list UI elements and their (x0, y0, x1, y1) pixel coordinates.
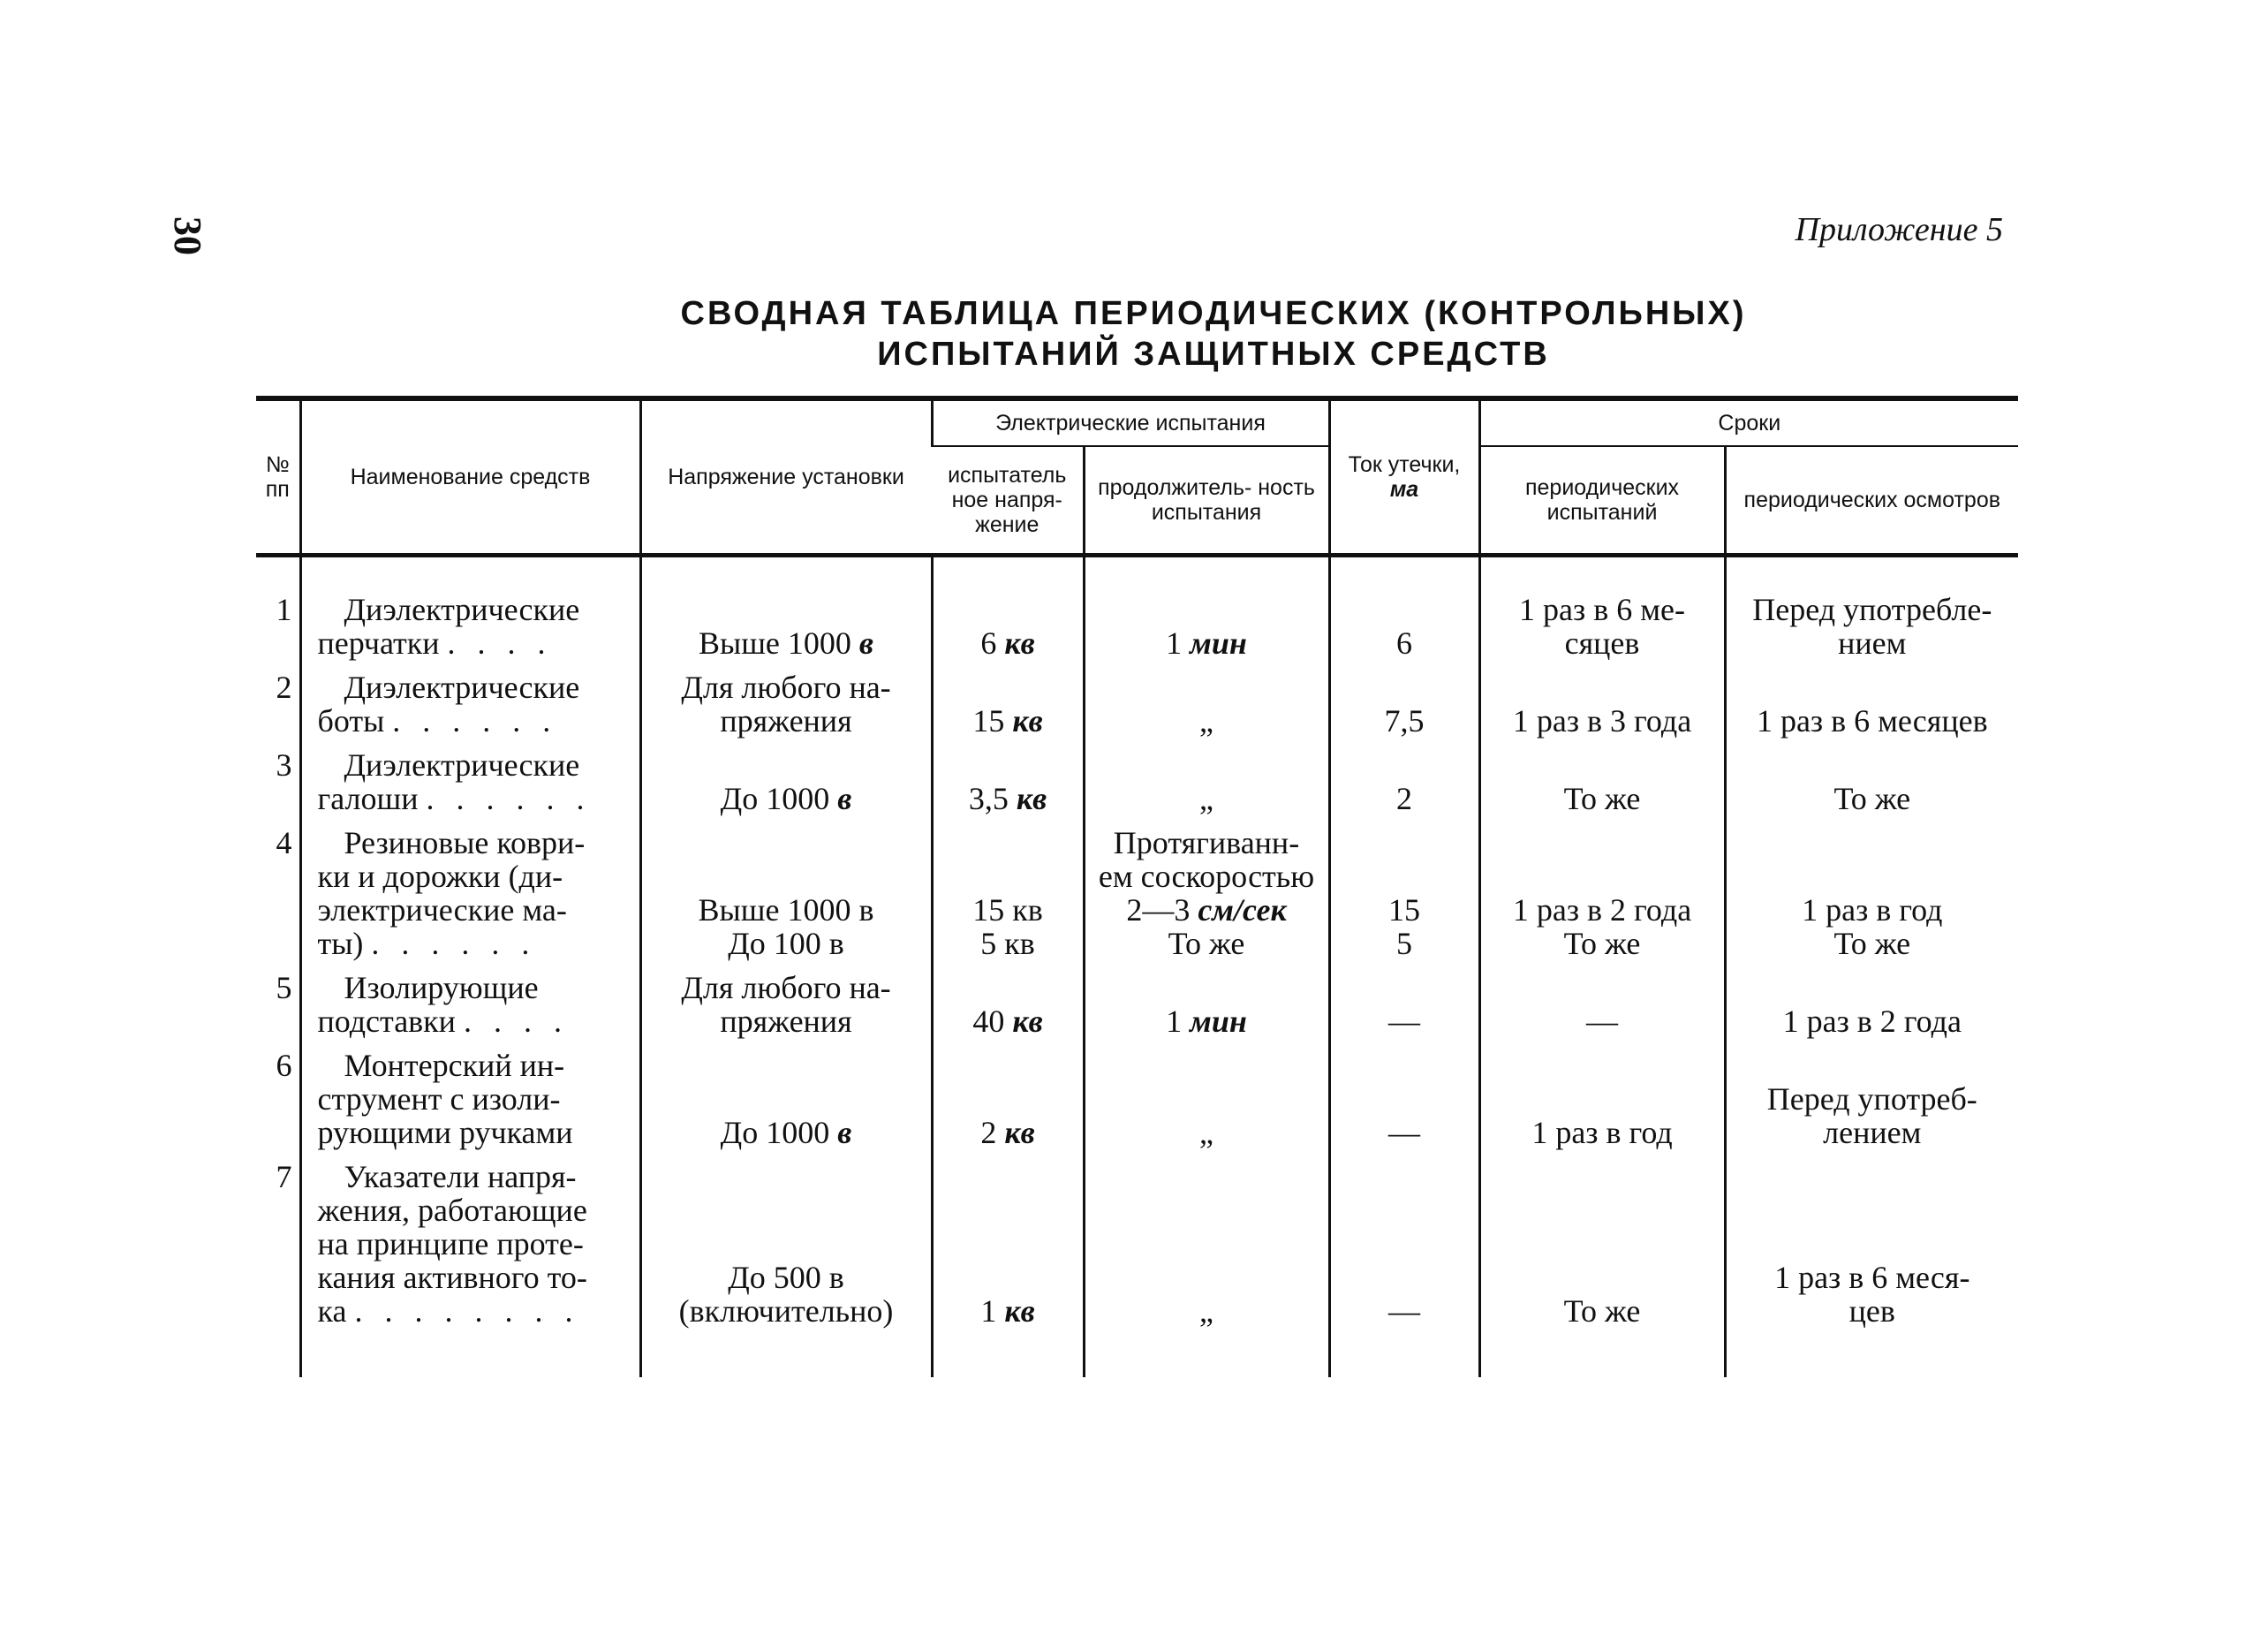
item-name-line: жения, работающие (317, 1193, 587, 1228)
voltage-line: пряжения (720, 1004, 852, 1039)
leakage-cell: — (1329, 966, 1479, 1043)
item-name (300, 556, 640, 666)
table-row (256, 665, 2018, 743)
voltage-line: До 500 в (728, 1260, 844, 1295)
tests-line: То же (1563, 781, 1641, 816)
duration-cell: „ (1084, 1155, 1329, 1377)
row-number: 6 (276, 1048, 292, 1083)
voltage-cell (640, 1043, 932, 1155)
leader-dots: . . . . (463, 1004, 569, 1039)
inspections-cell (1725, 1155, 2018, 1377)
test-voltage-cell: 40 кв (932, 966, 1084, 1043)
duration-cell: „ (1084, 665, 1329, 743)
leakage-cell: — (1329, 1043, 1479, 1155)
item-name-line: электрические ма- (317, 892, 567, 928)
leakage-cell: 7,5 (1329, 665, 1479, 743)
page-title (0, 293, 2268, 375)
voltage-cell (640, 665, 932, 743)
unit: см/сек (1198, 892, 1287, 928)
voltage-line: Выше 1000 в (699, 625, 873, 661)
item-name-line: на принципе проте- (317, 1226, 584, 1261)
item-name-first: Монтерский ин- (344, 1048, 565, 1083)
tests-cell (1479, 743, 1725, 821)
duration-cell: „ (1084, 1043, 1329, 1155)
voltage-line: (включительно) (678, 1293, 894, 1329)
row-number: 4 (276, 825, 292, 860)
test-voltage-cell: 6 кв (932, 556, 1084, 666)
unit: кв (1016, 781, 1047, 816)
tests-cell (1479, 665, 1725, 743)
inspections-cell (1725, 1043, 2018, 1155)
item-name-first: Резиновые коври- (344, 825, 586, 860)
item-name-first: Диэлектрические (344, 747, 580, 783)
unit: кв (1004, 1293, 1035, 1329)
table-body (256, 556, 2018, 1378)
voltage-line: До 100 в (728, 926, 844, 961)
item-name (300, 1155, 640, 1377)
voltage-line: Для любого на- (681, 670, 891, 705)
inspections-line: нием (1838, 625, 1907, 661)
item-name-line: ки и дорожки (ди- (317, 859, 563, 894)
leader-dots: . . . . . . (392, 703, 558, 739)
leakage-cell: 6 (1329, 556, 1479, 666)
item-name-line: боты . . . . . . (317, 703, 558, 739)
leakage-cell: — (1329, 1155, 1479, 1377)
item-name-line: рующими ручками (317, 1115, 573, 1150)
tests-cell (1479, 1043, 1725, 1155)
item-name (300, 821, 640, 966)
unit: кв (1004, 1115, 1035, 1150)
duration-line: 2—3 см/сек (1126, 892, 1287, 928)
voltage-cell (640, 966, 932, 1043)
leakage-line: 5 (1396, 926, 1413, 961)
inspections-line: лением (1823, 1115, 1922, 1150)
header-leakage-label: Ток утечки, (1348, 452, 1461, 477)
tests-cell (1479, 821, 1725, 966)
tests-cell (1479, 556, 1725, 666)
tests-line: 1 раз в год (1531, 1115, 1673, 1150)
voltage-cell (640, 556, 932, 666)
header-duration: продолжитель- ность испытания (1084, 446, 1329, 556)
voltage-line: До 1000 в (720, 781, 852, 816)
table-row (256, 556, 2018, 666)
table-row (256, 966, 2018, 1043)
item-name-line: подставки . . . . (317, 1004, 569, 1039)
voltage-cell (640, 1155, 932, 1377)
header-voltage: Напряжение установки (640, 398, 932, 556)
leakage-cell (1329, 821, 1479, 966)
item-name-line: ка . . . . . . . . (317, 1293, 580, 1329)
item-name-first: Изолирующие (344, 970, 539, 1005)
row-number: 7 (276, 1159, 292, 1194)
inspections-line: цев (1848, 1293, 1895, 1329)
table-row (256, 1155, 2018, 1377)
test-voltage-cell: 2 кв (932, 1043, 1084, 1155)
inspections-cell (1725, 966, 2018, 1043)
item-name-first: Диэлектрические (344, 670, 580, 705)
item-name-line: струмент с изоли- (317, 1081, 561, 1117)
tests-line: 1 раз в 2 года (1512, 892, 1692, 928)
voltage-line: Для любого на- (681, 970, 891, 1005)
page-number: 30 (166, 216, 209, 255)
unit: в (858, 625, 873, 661)
voltage-cell (640, 821, 932, 966)
item-name (300, 743, 640, 821)
item-name-line: галоши . . . . . . (317, 781, 592, 816)
row-number: 5 (276, 970, 292, 1005)
item-name (300, 665, 640, 743)
tests-line: То же (1563, 926, 1641, 961)
leader-dots: . . . . (447, 625, 553, 661)
unit: кв (1012, 703, 1043, 739)
header-test-voltage: испытатель ное напря- жение (932, 446, 1084, 556)
table-row (256, 743, 2018, 821)
header-periodic-inspections: периодических осмотров (1725, 446, 2018, 556)
duration-line: ем соскоростью (1098, 859, 1315, 894)
unit: кв (1004, 625, 1035, 661)
duration-cell: „ (1084, 743, 1329, 821)
tests-line: сяцев (1564, 625, 1640, 661)
title-line-2: ИСПЫТАНИЙ ЗАЩИТНЫХ СРЕДСТВ (877, 336, 1550, 373)
duration-line: То же (1168, 926, 1245, 961)
unit: мин (1190, 1004, 1247, 1039)
inspections-line: 1 раз в 6 меся- (1774, 1260, 1970, 1295)
tests-line: То же (1563, 1293, 1641, 1329)
tests-line: 1 раз в 6 ме- (1519, 592, 1685, 627)
inspections-cell (1725, 821, 2018, 966)
test-voltage-cell (932, 821, 1084, 966)
leakage-cell: 2 (1329, 743, 1479, 821)
item-name-line: ты) . . . . . . (317, 926, 537, 961)
leader-dots: . . . . . . (371, 926, 537, 961)
table-row (256, 1043, 2018, 1155)
leader-dots: . . . . . . (426, 781, 592, 816)
item-name (300, 1043, 640, 1155)
inspections-line: 1 раз в год (1802, 892, 1943, 928)
inspections-cell (1725, 665, 2018, 743)
item-name-first: Указатели напря- (344, 1159, 577, 1194)
inspections-line: Перед употребле- (1752, 592, 1992, 627)
header-name: Наименование средств (300, 398, 640, 556)
voltage-line: пряжения (720, 703, 852, 739)
duration-cell (1084, 821, 1329, 966)
item-name (300, 966, 640, 1043)
header-electric-tests: Электрические испытания (932, 398, 1329, 446)
tests-cell (1479, 966, 1725, 1043)
test-voltage-cell: 15 кв (932, 665, 1084, 743)
row-number: 3 (276, 747, 292, 783)
item-name-first: Диэлектрические (344, 592, 580, 627)
test-voltage-cell: 3,5 кв (932, 743, 1084, 821)
inspections-line: То же (1833, 926, 1911, 961)
header-periodic-tests: периодических испытаний (1479, 446, 1725, 556)
row-number: 2 (276, 670, 292, 705)
inspections-cell (1725, 556, 2018, 666)
row-number: 1 (276, 592, 292, 627)
summary-table (256, 396, 2018, 1377)
test-voltage-line: 5 кв (980, 926, 1035, 961)
unit: мин (1190, 625, 1247, 661)
inspections-line: То же (1833, 781, 1911, 816)
inspections-cell (1725, 743, 2018, 821)
leader-dots: . . . . . . . . (354, 1293, 580, 1329)
header-leakage-unit: ма (1389, 477, 1419, 502)
duration-cell: 1 мин (1084, 966, 1329, 1043)
test-voltage-line: 15 кв (972, 892, 1043, 928)
voltage-line: Выше 1000 в (698, 892, 874, 928)
item-name-line: перчатки . . . . (317, 625, 553, 661)
tests-line: 1 раз в 3 года (1512, 703, 1692, 739)
leakage-line: 15 (1388, 892, 1421, 928)
header-leakage (1329, 398, 1479, 556)
appendix-label: Приложение 5 (1795, 211, 2003, 248)
inspections-line: 1 раз в 6 месяцев (1756, 703, 1988, 739)
unit: в (837, 1115, 852, 1150)
unit: в (837, 781, 852, 816)
header-num: № пп (256, 398, 300, 556)
title-line-1: СВОДНАЯ ТАБЛИЦА ПЕРИОДИЧЕСКИХ (КОНТРОЛЬНЫХ) (680, 295, 1747, 332)
duration-line: Протягиванн- (1113, 825, 1300, 860)
unit: кв (1012, 1004, 1043, 1039)
tests-line: — (1586, 1004, 1619, 1039)
item-name-line: кания активного то- (317, 1260, 587, 1295)
header-terms: Сроки (1479, 398, 2018, 446)
voltage-cell (640, 743, 932, 821)
inspections-line: Перед употреб- (1766, 1081, 1977, 1117)
test-voltage-cell: 1 кв (932, 1155, 1084, 1377)
voltage-line: До 1000 в (720, 1115, 852, 1150)
table-row (256, 821, 2018, 966)
tests-cell (1479, 1155, 1725, 1377)
duration-cell: 1 мин (1084, 556, 1329, 666)
inspections-line: 1 раз в 2 года (1782, 1004, 1962, 1039)
